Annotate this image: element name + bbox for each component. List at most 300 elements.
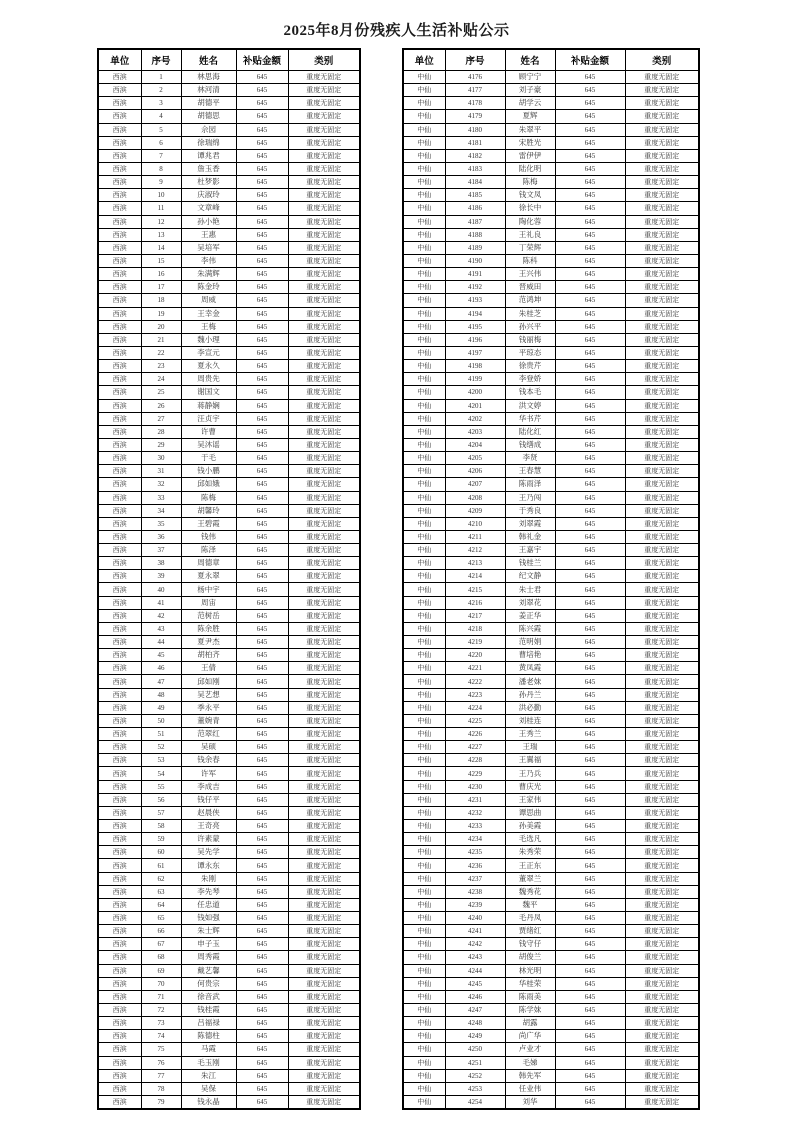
unit-cell-left: 西滨 [98, 71, 141, 84]
unit-cell-left: 西滨 [98, 925, 141, 938]
amount-cell-left: 645 [236, 491, 288, 504]
category-cell-right: 重度无固定 [625, 544, 699, 557]
column-header-serial: 序号 [445, 49, 505, 71]
serial-cell-right: 4226 [445, 728, 505, 741]
table-row [98, 570, 360, 583]
category-cell-left: 重度无固定 [288, 741, 360, 754]
serial-cell-left: 8 [141, 162, 181, 175]
category-cell-left: 重度无固定 [288, 136, 360, 149]
serial-cell-right: 4242 [445, 938, 505, 951]
table-row [98, 84, 360, 97]
name-cell-right: 朱秀荣 [505, 846, 555, 859]
unit-cell-left: 西滨 [98, 583, 141, 596]
unit-cell-left: 西滨 [98, 885, 141, 898]
serial-cell-left: 13 [141, 228, 181, 241]
serial-cell-left: 70 [141, 977, 181, 990]
category-cell-right: 重度无固定 [625, 189, 699, 202]
serial-cell-left: 25 [141, 386, 181, 399]
column-header-name: 姓名 [181, 49, 236, 71]
amount-cell-left: 645 [236, 767, 288, 780]
amount-cell-left: 645 [236, 1095, 288, 1109]
table-row [403, 714, 699, 727]
category-cell-left: 重度无固定 [288, 333, 360, 346]
serial-cell-right: 4252 [445, 1069, 505, 1082]
serial-cell-right: 4228 [445, 754, 505, 767]
name-cell-right: 王翼福 [505, 754, 555, 767]
unit-cell-right: 中仙 [403, 990, 445, 1003]
unit-cell-right: 中仙 [403, 425, 445, 438]
unit-cell-left: 西滨 [98, 110, 141, 123]
unit-cell-left: 西滨 [98, 530, 141, 543]
table-row [98, 110, 360, 123]
serial-cell-right: 4181 [445, 136, 505, 149]
amount-cell-left: 645 [236, 833, 288, 846]
unit-cell-right: 中仙 [403, 386, 445, 399]
name-cell-left: 许军 [181, 767, 236, 780]
unit-cell-left: 西滨 [98, 833, 141, 846]
name-cell-right: 陈梅 [505, 176, 555, 189]
page-title: 2025年8月份残疾人生活补贴公示 [283, 23, 510, 39]
table-row [98, 912, 360, 925]
name-cell-right: 华书芹 [505, 412, 555, 425]
serial-cell-right: 4243 [445, 951, 505, 964]
unit-cell-right: 中仙 [403, 636, 445, 649]
category-cell-right: 重度无固定 [625, 846, 699, 859]
amount-cell-left: 645 [236, 583, 288, 596]
serial-cell-left: 66 [141, 925, 181, 938]
table-row [98, 333, 360, 346]
name-cell-right: 孙美霞 [505, 820, 555, 833]
serial-cell-left: 65 [141, 912, 181, 925]
category-cell-right: 重度无固定 [625, 162, 699, 175]
amount-cell-left: 645 [236, 1017, 288, 1030]
name-cell-left: 詹玉香 [181, 162, 236, 175]
table-row [403, 1056, 699, 1069]
name-cell-right: 尚广华 [505, 1030, 555, 1043]
name-cell-right: 陶化蓉 [505, 215, 555, 228]
table-row [403, 859, 699, 872]
unit-cell-left: 西滨 [98, 1043, 141, 1056]
name-cell-left: 夏尹杰 [181, 636, 236, 649]
unit-cell-right: 中仙 [403, 136, 445, 149]
amount-cell-left: 645 [236, 228, 288, 241]
unit-cell-left: 西滨 [98, 294, 141, 307]
amount-cell-left: 645 [236, 806, 288, 819]
serial-cell-right: 4182 [445, 149, 505, 162]
table-row [98, 373, 360, 386]
name-cell-right: 王秀兰 [505, 728, 555, 741]
name-cell-right: 钱桂兰 [505, 557, 555, 570]
unit-cell-right: 中仙 [403, 373, 445, 386]
serial-cell-left: 43 [141, 622, 181, 635]
table-row [403, 1082, 699, 1095]
amount-cell-right: 645 [555, 136, 625, 149]
serial-cell-left: 27 [141, 412, 181, 425]
serial-cell-right: 4245 [445, 977, 505, 990]
unit-cell-right: 中仙 [403, 544, 445, 557]
unit-cell-right: 中仙 [403, 780, 445, 793]
name-cell-left: 季永平 [181, 701, 236, 714]
serial-cell-right: 4194 [445, 307, 505, 320]
amount-cell-left: 645 [236, 688, 288, 701]
category-cell-left: 重度无固定 [288, 517, 360, 530]
amount-cell-right: 645 [555, 885, 625, 898]
amount-cell-right: 645 [555, 425, 625, 438]
amount-cell-right: 645 [555, 649, 625, 662]
name-cell-left: 陈泽 [181, 544, 236, 557]
category-cell-left: 重度无固定 [288, 491, 360, 504]
serial-cell-right: 4246 [445, 990, 505, 1003]
name-cell-right: 陈学妹 [505, 1003, 555, 1016]
table-row [98, 662, 360, 675]
table-row [403, 386, 699, 399]
table-row [98, 215, 360, 228]
table-row [403, 373, 699, 386]
category-cell-left: 重度无固定 [288, 189, 360, 202]
serial-cell-right: 4185 [445, 189, 505, 202]
table-row [403, 662, 699, 675]
amount-cell-right: 645 [555, 215, 625, 228]
name-cell-right: 刘翠霞 [505, 517, 555, 530]
name-cell-left: 朱满辉 [181, 268, 236, 281]
table-row [403, 767, 699, 780]
serial-cell-left: 14 [141, 241, 181, 254]
unit-cell-right: 中仙 [403, 793, 445, 806]
name-cell-left: 陈德柱 [181, 1030, 236, 1043]
name-cell-right: 林光明 [505, 964, 555, 977]
name-cell-left: 朱江 [181, 1069, 236, 1082]
amount-cell-right: 645 [555, 386, 625, 399]
table-row [98, 675, 360, 688]
table-row [403, 202, 699, 215]
amount-cell-left: 645 [236, 1069, 288, 1082]
unit-cell-right: 中仙 [403, 557, 445, 570]
table-row [403, 478, 699, 491]
serial-cell-left: 45 [141, 649, 181, 662]
table-row [403, 123, 699, 136]
unit-cell-left: 西滨 [98, 1056, 141, 1069]
serial-cell-right: 4235 [445, 846, 505, 859]
category-cell-left: 重度无固定 [288, 570, 360, 583]
serial-cell-left: 20 [141, 320, 181, 333]
table-row [98, 438, 360, 451]
unit-cell-right: 中仙 [403, 478, 445, 491]
category-cell-left: 重度无固定 [288, 373, 360, 386]
table-row [98, 872, 360, 885]
unit-cell-left: 西滨 [98, 215, 141, 228]
table-row [403, 885, 699, 898]
name-cell-left: 吴保 [181, 1082, 236, 1095]
table-row [403, 938, 699, 951]
category-cell-left: 重度无固定 [288, 346, 360, 359]
amount-cell-right: 645 [555, 373, 625, 386]
category-cell-right: 重度无固定 [625, 97, 699, 110]
category-cell-right: 重度无固定 [625, 1043, 699, 1056]
unit-cell-right: 中仙 [403, 1030, 445, 1043]
unit-cell-right: 中仙 [403, 701, 445, 714]
category-cell-left: 重度无固定 [288, 767, 360, 780]
unit-cell-right: 中仙 [403, 110, 445, 123]
table-row [98, 202, 360, 215]
table-row [98, 557, 360, 570]
table-row [403, 438, 699, 451]
category-cell-right: 重度无固定 [625, 806, 699, 819]
serial-cell-right: 4254 [445, 1095, 505, 1109]
amount-cell-right: 645 [555, 491, 625, 504]
amount-cell-right: 645 [555, 71, 625, 84]
unit-cell-left: 西滨 [98, 898, 141, 911]
category-cell-right: 重度无固定 [625, 964, 699, 977]
amount-cell-right: 645 [555, 675, 625, 688]
serial-cell-left: 34 [141, 504, 181, 517]
table-row [403, 820, 699, 833]
unit-cell-left: 西滨 [98, 688, 141, 701]
category-cell-right: 重度无固定 [625, 675, 699, 688]
amount-cell-left: 645 [236, 215, 288, 228]
category-cell-right: 重度无固定 [625, 281, 699, 294]
amount-cell-right: 645 [555, 872, 625, 885]
category-cell-right: 重度无固定 [625, 793, 699, 806]
name-cell-right: 朱士君 [505, 583, 555, 596]
name-cell-right: 李登娇 [505, 373, 555, 386]
name-cell-right: 王春慧 [505, 465, 555, 478]
table-row [98, 806, 360, 819]
amount-cell-left: 645 [236, 662, 288, 675]
table-row [98, 465, 360, 478]
amount-cell-left: 645 [236, 149, 288, 162]
table-row [98, 898, 360, 911]
category-cell-right: 重度无固定 [625, 452, 699, 465]
table-row [403, 452, 699, 465]
table-row [403, 84, 699, 97]
unit-cell-left: 西滨 [98, 596, 141, 609]
table-row [98, 71, 360, 84]
amount-cell-left: 645 [236, 596, 288, 609]
category-cell-left: 重度无固定 [288, 1043, 360, 1056]
name-cell-right: 韩礼金 [505, 530, 555, 543]
category-cell-left: 重度无固定 [288, 1056, 360, 1069]
unit-cell-right: 中仙 [403, 754, 445, 767]
amount-cell-left: 645 [236, 820, 288, 833]
amount-cell-right: 645 [555, 162, 625, 175]
category-cell-right: 重度无固定 [625, 84, 699, 97]
name-cell-right: 钱缮成 [505, 438, 555, 451]
name-cell-left: 吴沐谣 [181, 438, 236, 451]
name-cell-right: 孙兴平 [505, 320, 555, 333]
table-row [98, 478, 360, 491]
amount-cell-right: 645 [555, 912, 625, 925]
category-cell-left: 重度无固定 [288, 202, 360, 215]
table-row [403, 517, 699, 530]
unit-cell-right: 中仙 [403, 596, 445, 609]
amount-cell-left: 645 [236, 1082, 288, 1095]
table-row [403, 241, 699, 254]
amount-cell-right: 645 [555, 333, 625, 346]
serial-cell-left: 29 [141, 438, 181, 451]
name-cell-left: 胡馨玲 [181, 504, 236, 517]
table-row [98, 741, 360, 754]
serial-cell-left: 63 [141, 885, 181, 898]
category-cell-left: 重度无固定 [288, 806, 360, 819]
name-cell-left: 王奇亮 [181, 820, 236, 833]
serial-cell-right: 4193 [445, 294, 505, 307]
amount-cell-right: 645 [555, 1095, 625, 1109]
name-cell-left: 李成吉 [181, 780, 236, 793]
category-cell-left: 重度无固定 [288, 123, 360, 136]
unit-cell-right: 中仙 [403, 452, 445, 465]
name-cell-right: 王乃兵 [505, 767, 555, 780]
table-row [403, 557, 699, 570]
name-cell-left: 林思海 [181, 71, 236, 84]
amount-cell-left: 645 [236, 504, 288, 517]
name-cell-right: 陆化明 [505, 162, 555, 175]
name-cell-left: 庆淑玲 [181, 189, 236, 202]
category-cell-right: 重度无固定 [625, 596, 699, 609]
unit-cell-right: 中仙 [403, 833, 445, 846]
serial-cell-left: 54 [141, 767, 181, 780]
name-cell-right: 魏平 [505, 898, 555, 911]
unit-cell-right: 中仙 [403, 530, 445, 543]
category-cell-left: 重度无固定 [288, 241, 360, 254]
name-cell-left: 汪贞宇 [181, 412, 236, 425]
serial-cell-left: 52 [141, 741, 181, 754]
category-cell-right: 重度无固定 [625, 478, 699, 491]
name-cell-right: 范明娟 [505, 636, 555, 649]
amount-cell-left: 645 [236, 281, 288, 294]
unit-cell-left: 西滨 [98, 123, 141, 136]
amount-cell-left: 645 [236, 859, 288, 872]
table-row [403, 530, 699, 543]
name-cell-left: 钱桂霞 [181, 1003, 236, 1016]
unit-cell-right: 中仙 [403, 977, 445, 990]
amount-cell-left: 645 [236, 386, 288, 399]
table-row [98, 1069, 360, 1082]
unit-cell-left: 西滨 [98, 399, 141, 412]
amount-cell-right: 645 [555, 754, 625, 767]
unit-cell-right: 中仙 [403, 97, 445, 110]
unit-cell-right: 中仙 [403, 951, 445, 964]
serial-cell-right: 4188 [445, 228, 505, 241]
category-cell-left: 重度无固定 [288, 1003, 360, 1016]
amount-cell-left: 645 [236, 438, 288, 451]
name-cell-right: 钱守仔 [505, 938, 555, 951]
unit-cell-left: 西滨 [98, 728, 141, 741]
category-cell-left: 重度无固定 [288, 412, 360, 425]
table-row [403, 990, 699, 1003]
name-cell-right: 韩先军 [505, 1069, 555, 1082]
category-cell-right: 重度无固定 [625, 741, 699, 754]
table-row [403, 307, 699, 320]
category-cell-right: 重度无固定 [625, 636, 699, 649]
name-cell-right: 刘桂连 [505, 714, 555, 727]
table-row [403, 333, 699, 346]
unit-cell-right: 中仙 [403, 1043, 445, 1056]
unit-cell-right: 中仙 [403, 149, 445, 162]
table-row [98, 123, 360, 136]
unit-cell-left: 西滨 [98, 649, 141, 662]
table-row [403, 1030, 699, 1043]
serial-cell-left: 42 [141, 609, 181, 622]
category-cell-right: 重度无固定 [625, 688, 699, 701]
amount-cell-right: 645 [555, 767, 625, 780]
table-row [403, 780, 699, 793]
name-cell-right: 毛选凡 [505, 833, 555, 846]
category-cell-right: 重度无固定 [625, 885, 699, 898]
amount-cell-left: 645 [236, 649, 288, 662]
name-cell-right: 卢业才 [505, 1043, 555, 1056]
serial-cell-right: 4224 [445, 701, 505, 714]
unit-cell-right: 中仙 [403, 281, 445, 294]
serial-cell-right: 4241 [445, 925, 505, 938]
serial-cell-right: 4187 [445, 215, 505, 228]
name-cell-left: 谭永东 [181, 859, 236, 872]
name-cell-right: 王兴伟 [505, 268, 555, 281]
name-cell-right: 钱丽梅 [505, 333, 555, 346]
table-row [403, 688, 699, 701]
serial-cell-left: 30 [141, 452, 181, 465]
name-cell-left: 夏永翠 [181, 570, 236, 583]
amount-cell-right: 645 [555, 833, 625, 846]
table-row [98, 97, 360, 110]
category-cell-left: 重度无固定 [288, 833, 360, 846]
category-cell-right: 重度无固定 [625, 872, 699, 885]
name-cell-left: 朱士辉 [181, 925, 236, 938]
name-cell-left: 钱仔平 [181, 793, 236, 806]
name-cell-left: 董婉青 [181, 714, 236, 727]
unit-cell-left: 西滨 [98, 990, 141, 1003]
table-row [403, 675, 699, 688]
serial-cell-right: 4198 [445, 360, 505, 373]
table-row [403, 254, 699, 267]
name-cell-left: 朱刚 [181, 872, 236, 885]
serial-cell-right: 4208 [445, 491, 505, 504]
serial-cell-right: 4219 [445, 636, 505, 649]
table-row [98, 491, 360, 504]
table-row [98, 833, 360, 846]
amount-cell-left: 645 [236, 741, 288, 754]
amount-cell-left: 645 [236, 754, 288, 767]
unit-cell-left: 西滨 [98, 912, 141, 925]
name-cell-right: 晋威田 [505, 281, 555, 294]
serial-cell-left: 17 [141, 281, 181, 294]
category-cell-right: 重度无固定 [625, 268, 699, 281]
category-cell-left: 重度无固定 [288, 912, 360, 925]
serial-cell-right: 4190 [445, 254, 505, 267]
category-cell-right: 重度无固定 [625, 438, 699, 451]
amount-cell-right: 645 [555, 241, 625, 254]
category-cell-left: 重度无固定 [288, 885, 360, 898]
category-cell-right: 重度无固定 [625, 491, 699, 504]
serial-cell-right: 4233 [445, 820, 505, 833]
unit-cell-left: 西滨 [98, 714, 141, 727]
name-cell-left: 戴艺馨 [181, 964, 236, 977]
category-cell-left: 重度无固定 [288, 675, 360, 688]
name-cell-left: 文章峰 [181, 202, 236, 215]
unit-cell-right: 中仙 [403, 517, 445, 530]
category-cell-left: 重度无固定 [288, 478, 360, 491]
name-cell-left: 吕福禄 [181, 1017, 236, 1030]
unit-cell-left: 西滨 [98, 281, 141, 294]
amount-cell-right: 645 [555, 596, 625, 609]
unit-cell-left: 西滨 [98, 333, 141, 346]
serial-cell-left: 23 [141, 360, 181, 373]
table-row [98, 504, 360, 517]
unit-cell-right: 中仙 [403, 872, 445, 885]
unit-cell-right: 中仙 [403, 1017, 445, 1030]
category-cell-right: 重度无固定 [625, 71, 699, 84]
name-cell-left: 陈金玲 [181, 281, 236, 294]
table-row [98, 964, 360, 977]
